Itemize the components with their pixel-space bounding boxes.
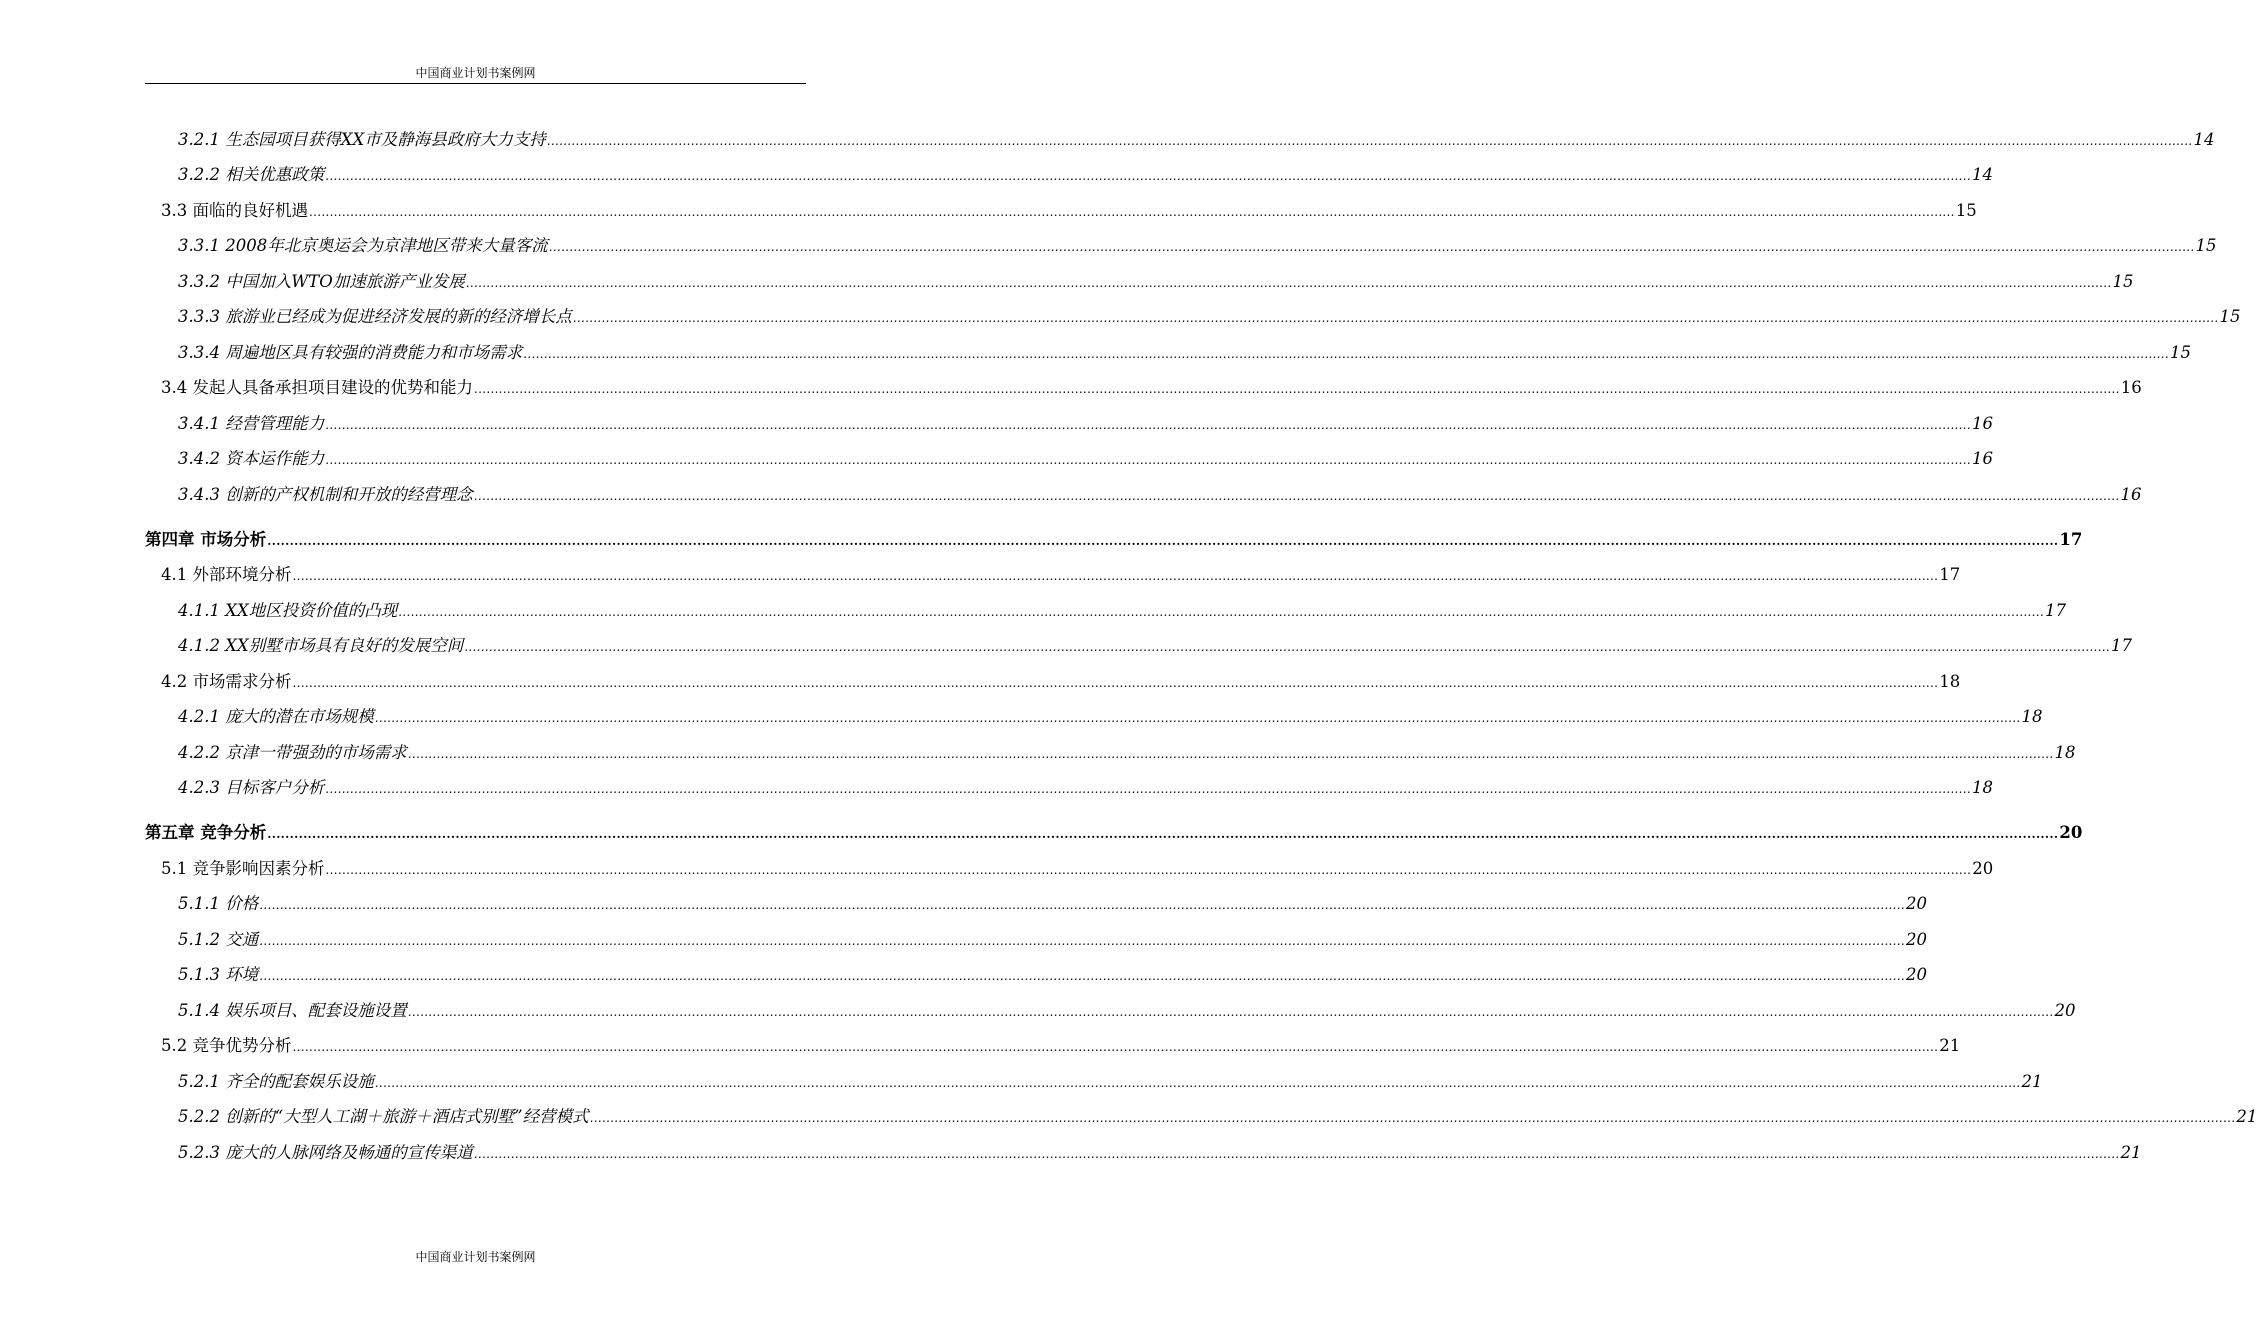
toc-dot-leader: ................................................................................................................................................................................................................................................................................................................................................................................................................ xyxy=(374,1075,2021,1090)
toc-dot-leader: ................................................................................................................................................................................................................................................................................................................................................................................................................ xyxy=(523,346,2170,361)
toc-dot-leader: ................................................................................................................................................................................................................................................................................................................................................................................................................ xyxy=(465,275,2112,290)
toc-dot-leader: ................................................................................................................................................................................................................................................................................................................................................................................................................ xyxy=(292,675,1939,690)
toc-page-number: 20 xyxy=(1906,894,1928,913)
toc-entry-title: 5.1 竞争影响因素分析 xyxy=(161,858,325,878)
toc-dot-leader: ................................................................................................................................................................................................................................................................................................................................................................................................................ xyxy=(325,862,1972,877)
toc-page-number: 15 xyxy=(1955,200,1977,220)
toc-entry-title: 5.2 竞争优势分析 xyxy=(161,1036,292,1055)
toc-page-number: 17 xyxy=(2111,636,2133,655)
toc-dot-leader: ................................................................................................................................................................................................................................................................................................................................................................................................................ xyxy=(589,1111,2236,1125)
toc-dot-leader: ................................................................................................................................................................................................................................................................................................................................................................................................................ xyxy=(259,933,1906,948)
toc-page-number: 21 xyxy=(1939,1036,1961,1055)
toc-entry-title: 3.4 发起人具备承担项目建设的优势和能力 xyxy=(161,378,473,397)
toc-entry-title: 3.2.2 相关优惠政策 xyxy=(178,165,325,184)
toc-page-number: 14 xyxy=(1972,165,1994,184)
toc-subsection-entry[interactable] xyxy=(145,118,2215,154)
toc-section-entry[interactable] xyxy=(145,554,1961,590)
toc-subsection-entry[interactable] xyxy=(145,1131,2142,1167)
toc-page-number: 21 xyxy=(2021,1071,2043,1091)
toc-subsection-entry[interactable] xyxy=(145,767,1994,803)
toc-page-number: 21 xyxy=(2236,1107,2257,1126)
toc-subsection-entry[interactable] xyxy=(145,225,2217,261)
toc-subsection-entry[interactable] xyxy=(145,954,1928,990)
toc-subsection-entry[interactable] xyxy=(145,260,2134,296)
toc-entry-title: 4.2.1 庞大的潜在市场规模 xyxy=(178,707,374,726)
toc-page-number: 20 xyxy=(2054,1000,2076,1020)
toc-dot-leader: ................................................................................................................................................................................................................................................................................................................................................................................................................ xyxy=(325,782,1972,796)
toc-entry-title: 4.1.1 XX地区投资价值的凸现 xyxy=(178,600,398,620)
toc-subsection-entry[interactable] xyxy=(145,1096,2257,1132)
toc-dot-leader: ................................................................................................................................................................................................................................................................................................................................................................................................................ xyxy=(267,827,2059,841)
toc-page-number: 17 xyxy=(1939,565,1961,584)
toc-page-number: 21 xyxy=(2120,1142,2142,1162)
page-footer: 中国商业计划书案例网 xyxy=(415,1250,536,1264)
toc-entry-title: 4.2.2 京津一带强劲的市场需求 xyxy=(178,742,407,762)
toc-dot-leader: ................................................................................................................................................................................................................................................................................................................................................................................................................ xyxy=(474,382,2120,396)
toc-subsection-entry[interactable] xyxy=(145,731,2076,767)
toc-page-number: 16 xyxy=(1972,413,1994,433)
toc-dot-leader: ................................................................................................................................................................................................................................................................................................................................................................................................................ xyxy=(398,604,2045,619)
toc-entry-title: 5.1.1 价格 xyxy=(178,894,259,913)
toc-dot-leader: ................................................................................................................................................................................................................................................................................................................................................................................................................ xyxy=(325,417,1972,432)
toc-section-entry[interactable] xyxy=(145,367,2142,403)
toc-dot-leader: ................................................................................................................................................................................................................................................................................................................................................................................................................ xyxy=(407,1004,2054,1019)
toc-page-number: 15 xyxy=(2112,271,2134,291)
toc-page-number: 17 xyxy=(2045,600,2067,620)
toc-entry-title: 第五章 竞争分析 xyxy=(145,823,267,842)
toc-entry-title: 3.3.4 周遍地区具有较强的消费能力和市场需求 xyxy=(178,342,523,362)
toc-subsection-entry[interactable] xyxy=(145,438,1994,474)
toc-subsection-entry[interactable] xyxy=(145,154,1994,190)
toc-dot-leader: ................................................................................................................................................................................................................................................................................................................................................................................................................ xyxy=(309,204,1955,219)
toc-entry-title: 4.1 外部环境分析 xyxy=(161,565,292,584)
table-of-contents xyxy=(145,118,2257,1167)
toc-page-number: 20 xyxy=(1972,858,1994,878)
toc-entry-title: 5.1.3 环境 xyxy=(178,965,259,984)
toc-page-number: 16 xyxy=(2120,484,2142,504)
toc-dot-leader: ................................................................................................................................................................................................................................................................................................................................................................................................................ xyxy=(292,1040,1939,1054)
toc-entry-title: 4.2.3 目标客户分析 xyxy=(178,778,325,797)
toc-entry-title: 5.1.2 交通 xyxy=(178,929,259,949)
toc-entry-title: 3.4.2 资本运作能力 xyxy=(178,449,325,468)
toc-entry-title: 3.3.1 2008年北京奥运会为京津地区带来大量客流 xyxy=(178,236,548,255)
toc-subsection-entry[interactable] xyxy=(145,473,2142,509)
toc-dot-leader: ................................................................................................................................................................................................................................................................................................................................................................................................................ xyxy=(292,569,1939,583)
toc-page-number: 17 xyxy=(2059,529,2083,549)
toc-entry-title: 3.3 面临的良好机遇 xyxy=(161,200,308,220)
toc-dot-leader: ................................................................................................................................................................................................................................................................................................................................................................................................................ xyxy=(259,969,1906,983)
toc-entry-title: 4.2 市场需求分析 xyxy=(161,671,292,691)
toc-entry-title: 4.1.2 XX别墅市场具有良好的发展空间 xyxy=(178,636,464,655)
toc-page-number: 20 xyxy=(2059,823,2083,842)
toc-subsection-entry[interactable] xyxy=(145,696,2043,732)
toc-page-number: 18 xyxy=(2021,707,2043,726)
toc-dot-leader: ................................................................................................................................................................................................................................................................................................................................................................................................................ xyxy=(407,746,2054,761)
toc-entry-title: 3.2.1 生态园项目获得XX市及静海县政府大力支持 xyxy=(178,129,546,149)
toc-dot-leader: ................................................................................................................................................................................................................................................................................................................................................................................................................ xyxy=(259,898,1906,912)
toc-dot-leader: ................................................................................................................................................................................................................................................................................................................................................................................................................ xyxy=(473,488,2120,503)
toc-page-number: 18 xyxy=(1939,671,1961,691)
toc-subsection-entry[interactable] xyxy=(145,625,2133,661)
toc-page-number: 20 xyxy=(1906,965,1928,984)
toc-section-entry[interactable] xyxy=(145,847,1994,883)
toc-subsection-entry[interactable] xyxy=(145,296,2241,332)
toc-page-number: 14 xyxy=(2193,129,2215,149)
toc-subsection-entry[interactable] xyxy=(145,589,2067,625)
toc-subsection-entry[interactable] xyxy=(145,989,2076,1025)
toc-subsection-entry[interactable] xyxy=(145,402,1994,438)
toc-entry-title: 3.3.3 旅游业已经成为促进经济发展的新的经济增长点 xyxy=(178,307,572,326)
toc-entry-title: 第四章 市场分析 xyxy=(145,529,267,549)
toc-dot-leader: ................................................................................................................................................................................................................................................................................................................................................................................................................ xyxy=(374,711,2021,725)
toc-dot-leader: ................................................................................................................................................................................................................................................................................................................................................................................................................ xyxy=(546,133,2193,148)
header-rule xyxy=(145,83,806,84)
toc-page-number: 15 xyxy=(2195,236,2217,255)
toc-entry-title: 3.4.3 创新的产权机制和开放的经营理念 xyxy=(178,484,473,504)
toc-entry-title: 3.3.2 中国加入WTO加速旅游产业发展 xyxy=(178,271,465,291)
toc-page-number: 18 xyxy=(2054,742,2076,762)
toc-dot-leader: ................................................................................................................................................................................................................................................................................................................................................................................................................ xyxy=(572,311,2219,325)
toc-page-number: 16 xyxy=(1972,449,1994,468)
toc-dot-leader: ................................................................................................................................................................................................................................................................................................................................................................................................................ xyxy=(464,640,2111,654)
toc-page-number: 18 xyxy=(1972,778,1994,797)
page-header: 中国商业计划书案例网 xyxy=(415,66,536,80)
toc-section-entry[interactable] xyxy=(145,1025,1961,1061)
toc-entry-title: 3.4.1 经营管理能力 xyxy=(178,413,325,433)
toc-section-entry[interactable] xyxy=(145,660,1961,696)
toc-chapter-entry[interactable] xyxy=(145,802,2083,847)
toc-section-entry[interactable] xyxy=(145,189,1977,225)
toc-entry-title: 5.2.3 庞大的人脉网络及畅通的宣传渠道 xyxy=(178,1142,473,1162)
toc-subsection-entry[interactable] xyxy=(145,883,1928,919)
toc-subsection-entry[interactable] xyxy=(145,1060,2043,1096)
toc-entry-title: 5.1.4 娱乐项目、配套设施设置 xyxy=(178,1000,407,1020)
toc-chapter-entry[interactable] xyxy=(145,509,2083,554)
toc-dot-leader: ................................................................................................................................................................................................................................................................................................................................................................................................................ xyxy=(325,169,1972,183)
toc-dot-leader: ................................................................................................................................................................................................................................................................................................................................................................................................................ xyxy=(325,453,1972,467)
toc-dot-leader: ................................................................................................................................................................................................................................................................................................................................................................................................................ xyxy=(473,1146,2120,1161)
toc-page-number: 15 xyxy=(2219,307,2241,326)
toc-entry-title: 5.2.2 创新的“大型人工湖＋旅游＋酒店式别墅”经营模式 xyxy=(178,1107,589,1126)
toc-subsection-entry[interactable] xyxy=(145,918,1928,954)
toc-entry-title: 5.2.1 齐全的配套娱乐设施 xyxy=(178,1071,374,1091)
toc-subsection-entry[interactable] xyxy=(145,331,2192,367)
toc-page-number: 20 xyxy=(1906,929,1928,949)
toc-page-number: 15 xyxy=(2170,342,2192,362)
toc-page-number: 16 xyxy=(2120,378,2142,397)
toc-dot-leader: ................................................................................................................................................................................................................................................................................................................................................................................................................ xyxy=(267,533,2059,548)
toc-dot-leader: ................................................................................................................................................................................................................................................................................................................................................................................................................ xyxy=(548,240,2195,254)
